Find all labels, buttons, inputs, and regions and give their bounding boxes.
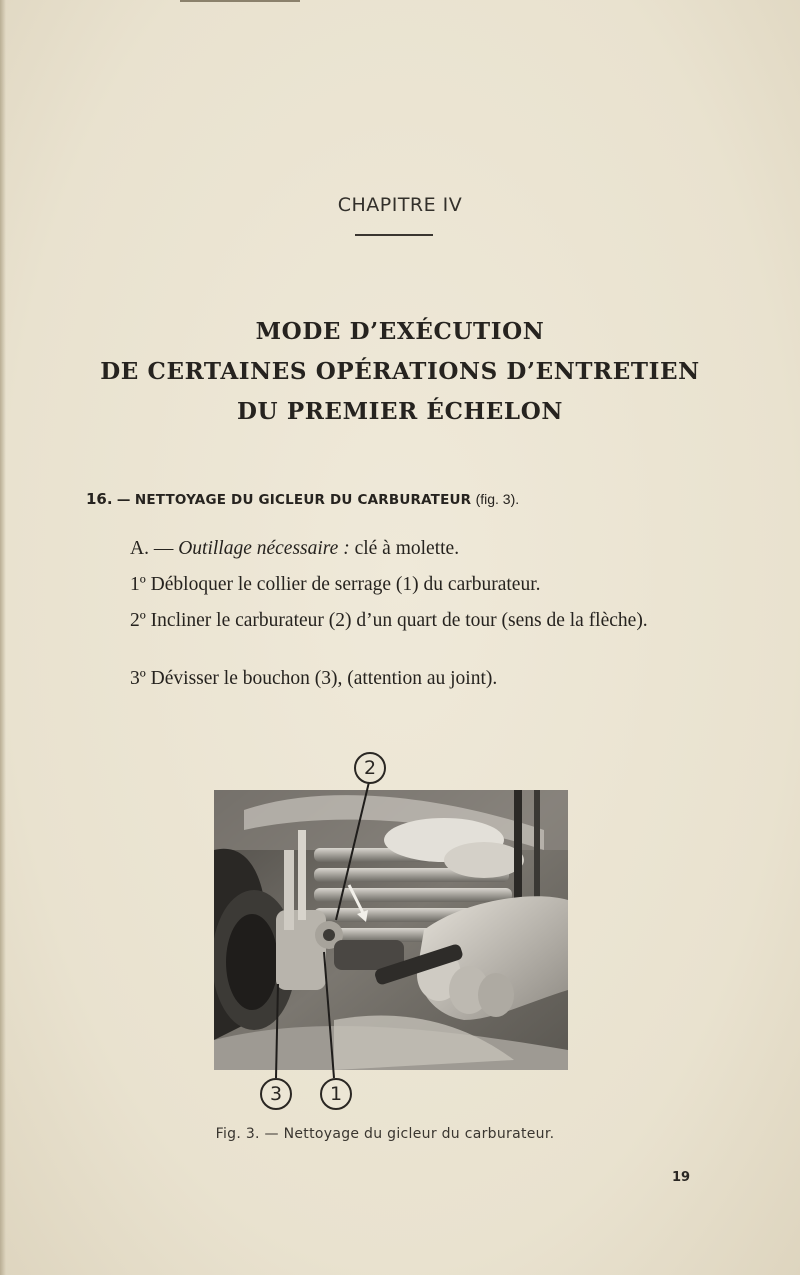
step-3: 3º Dévisser le bouchon (3), (attention au joint). — [130, 668, 498, 689]
section-heading — [86, 490, 716, 508]
page-edge-shadow — [0, 0, 6, 1275]
title-line-2: DE CERTAINES OPÉRATIONS D’ENTRETIEN — [100, 358, 700, 385]
step-1: 1º Débloquer le collier de serrage (1) du carburateur. — [130, 574, 541, 595]
title-line-1: MODE D’EXÉCUTION — [255, 318, 545, 345]
callout-leader-lines — [214, 752, 570, 1122]
title-line-3: DU PREMIER ÉCHELON — [237, 398, 563, 425]
figure-caption: Fig. 3. — Nettoyage du gicleur du carburateur. — [215, 1126, 555, 1142]
chapter-label: CHAPITRE IV — [337, 194, 463, 216]
chapter-rule — [355, 234, 433, 236]
callout-3: 3 — [260, 1078, 292, 1110]
figure-reference: (fig. 3). — [475, 491, 520, 507]
tools-text: clé à molette. — [354, 538, 460, 559]
chapter-title — [0, 312, 800, 432]
page-number: 19 — [672, 1170, 691, 1185]
top-edge-mark — [180, 0, 300, 2]
section-dash: — — [116, 492, 131, 508]
section-title: NETTOYAGE DU GICLEUR DU CARBURATEUR — [134, 492, 472, 508]
callout-2: 2 — [354, 752, 386, 784]
section-number: 16. — [86, 490, 113, 508]
tools-label: Outillage nécessaire : — [178, 538, 350, 559]
step-2: 2º Incliner le carburateur (2) d’un quart de tour (sens de la flèche). — [130, 610, 648, 631]
callout-1: 1 — [320, 1078, 352, 1110]
tools-paragraph — [86, 534, 706, 563]
tools-prefix: A. — — [130, 538, 174, 559]
figure-3 — [214, 752, 570, 1122]
